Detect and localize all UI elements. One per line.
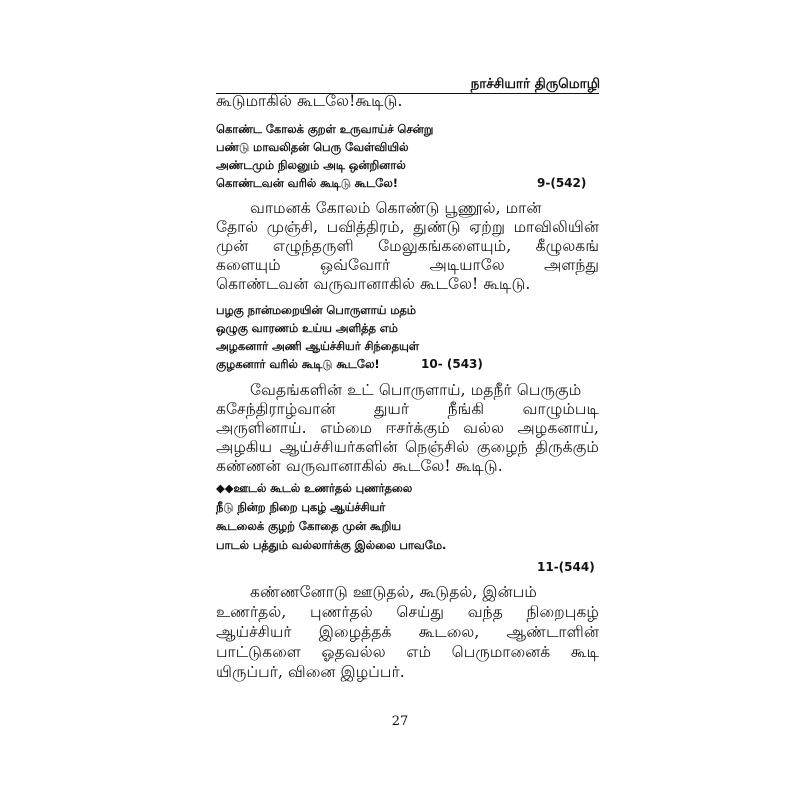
verse-number: 10- (543) — [421, 357, 483, 371]
page-number: 27 — [391, 714, 409, 729]
commentary-line: அழகிய ஆய்ச்சியர்களின் நெஞ்சில் குழைந் திருக்கும் — [216, 438, 599, 456]
commentary-line: கண்ணன் வருவானாகில் கூடலே! கூடிடு. — [216, 457, 503, 475]
verse-line: பாடல் பத்தும் வல்லார்க்கு இல்லை பாவமே. — [216, 538, 447, 552]
verse-number: 11-(544) — [537, 560, 595, 574]
verse-line: நீடு நின்ற நிறை புகழ் ஆய்ச்சியர் — [216, 500, 386, 514]
verse-line — [216, 481, 412, 495]
commentary-line: ஆய்ச்சியர் இழைத்தக் கூடலை, ஆண்டாளின் — [216, 623, 599, 641]
verse-line: பழகு நான்மறையின் பொருளாய் மதம் — [216, 303, 416, 317]
commentary-line: கொண்டவன் வருவானாகில் கூடலே! கூடிடு. — [216, 275, 531, 293]
verse-line: கொண்ட கோலக் குறள் உருவாய்ச் சென்று — [216, 122, 434, 136]
verse-line: கொண்டவன் வரில் கூடிடு கூடலே! — [216, 176, 398, 190]
diamond-marker-icon: ◆◆ — [216, 481, 234, 495]
verse-line: அழகனார் அணி ஆய்ச்சியர் சிந்தையுள் — [216, 339, 419, 353]
verse-line: குழகனார் வரில் கூடிடு கூடலே! — [216, 357, 380, 371]
commentary-line: முன் எழுந்தருளி மேலுகங்களையும், கீழுலகங் — [216, 237, 599, 255]
commentary-line: களையும் ஒவ்வோர் அடியாலே அளந்து — [216, 256, 599, 274]
commentary-line: வாமனக் கோலம் கொண்டு பூணூல், மான் — [250, 199, 542, 217]
commentary-line: உணர்தல், புணர்தல் செய்து வந்த நிறைபுகழ் — [216, 603, 599, 621]
commentary-line: கசேந்திராழ்வான் துயர் நீங்கி வாழும்படி — [216, 400, 599, 418]
commentary-line: அருளினாய். எம்மை ஈசர்க்கும் வல்ல அழகனாய், — [216, 419, 599, 437]
verse-line: ஒழுகு வாரணம் உய்ய அளித்த எம் — [216, 321, 398, 335]
intro-line: கூடுமாகில் கூடலே!கூடிடு. — [216, 92, 403, 110]
verse-line: கூடலைக் குழற் கோதை முன் கூறிய — [216, 519, 402, 533]
commentary-line: கண்ணனோடு ஊடுதல், கூடுதல், இன்பம் — [250, 583, 537, 601]
commentary-line: பாட்டுகளை ஓதவல்ல எம் பெருமானைக் கூடி — [216, 643, 599, 661]
commentary-line: வேதங்களின் உட் பொருளாய், மதநீர் பெருகும் — [250, 381, 582, 399]
verse-number: 9-(542) — [537, 176, 587, 190]
verse-line: அண்டமும் நிலனும் அடி ஒன்றினால் — [216, 158, 406, 172]
commentary-line: யிருப்பர், வினை இழப்பர். — [216, 663, 405, 681]
commentary-line: தோல் முஞ்சி, பவித்திரம், துண்டு ஏற்று மாவிலியின் — [216, 218, 599, 236]
running-header: நாச்சியார் திருமொழி — [470, 76, 600, 92]
verse-line-text: ஊடல் கூடல் உணர்தல் புணர்தலை — [233, 481, 413, 495]
verse-line: பண்டு மாவலிதன் பெரு வேள்வியில் — [216, 140, 409, 154]
